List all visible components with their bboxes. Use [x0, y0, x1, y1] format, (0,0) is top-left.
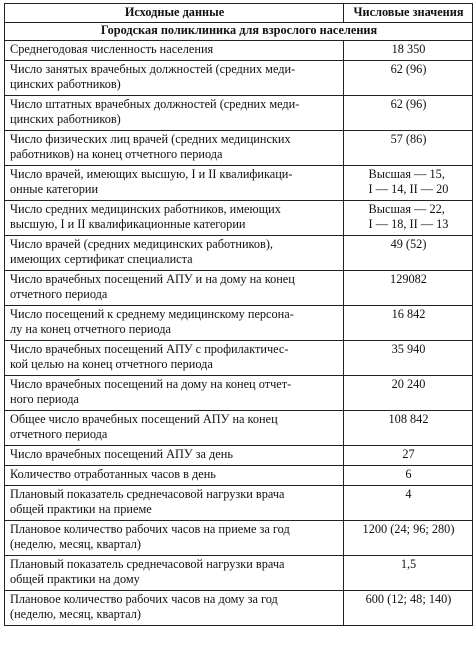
table-row	[5, 556, 473, 591]
row-value-stack	[349, 42, 468, 57]
row-label-line: работников) на конец отчетного периода	[10, 147, 223, 161]
row-label	[5, 41, 344, 61]
row-value-line: 62 (96)	[390, 97, 427, 111]
row-label	[5, 341, 344, 376]
row-value-line: 1200 (24; 96; 280)	[362, 522, 455, 536]
row-value-stack	[349, 592, 468, 607]
section-title: Городская поликлиника для взрослого населения	[5, 23, 473, 41]
header-numeric-values: Числовые значения	[344, 4, 473, 23]
row-label-line: Число врачебных посещений АПУ за день	[10, 447, 233, 461]
table-row	[5, 466, 473, 486]
table-row	[5, 41, 473, 61]
row-label-line: имеющих сертификат специалиста	[10, 252, 193, 266]
row-label	[5, 556, 344, 591]
row-label-line: Плановое количество рабочих часов на дому за год	[10, 592, 278, 606]
row-value-line: 1,5	[400, 557, 417, 571]
header-source-data: Исходные данные	[5, 4, 344, 23]
row-label-line: цинских работников)	[10, 77, 121, 91]
row-value-line: 57 (86)	[390, 132, 427, 146]
table-row	[5, 341, 473, 376]
row-value-line: 35 940	[391, 342, 426, 356]
row-label-line: отчетного периода	[10, 427, 108, 441]
row-value-line: 16 842	[391, 307, 426, 321]
row-label	[5, 96, 344, 131]
row-value	[344, 271, 473, 306]
row-value	[344, 591, 473, 626]
row-value-stack	[349, 522, 468, 537]
row-value-stack	[349, 132, 468, 147]
table-row	[5, 96, 473, 131]
row-label	[5, 486, 344, 521]
row-label-line: общей практики на дому	[10, 572, 140, 586]
row-value-stack	[349, 237, 468, 252]
row-value-line: 20 240	[391, 377, 426, 391]
row-label-line: высшую, I и II квалификационные категории	[10, 217, 246, 231]
row-label	[5, 236, 344, 271]
row-value-line: I — 14, II — 20	[368, 182, 449, 196]
row-value-line: 27	[402, 447, 415, 461]
row-value-line: 6	[405, 467, 412, 481]
row-label	[5, 201, 344, 236]
row-value	[344, 376, 473, 411]
row-value-stack	[349, 307, 468, 322]
row-label-line: Число врачей, имеющих высшую, I и II квалификаци-	[10, 167, 293, 181]
row-value	[344, 306, 473, 341]
table-row	[5, 411, 473, 446]
row-value-stack	[349, 412, 468, 427]
row-label-line: Плановое количество рабочих часов на приеме за год	[10, 522, 290, 536]
table-row	[5, 271, 473, 306]
row-label-line: Число физических лиц врачей (средних медицинских	[10, 132, 291, 146]
table-row	[5, 521, 473, 556]
row-value-line: 49 (52)	[390, 237, 427, 251]
row-value	[344, 556, 473, 591]
row-value	[344, 411, 473, 446]
row-value-stack	[349, 97, 468, 112]
table-row	[5, 591, 473, 626]
row-label	[5, 446, 344, 466]
row-label-line: цинских работников)	[10, 112, 121, 126]
row-value-stack	[349, 447, 468, 462]
row-value-stack	[349, 342, 468, 357]
row-value	[344, 521, 473, 556]
row-value-stack	[349, 467, 468, 482]
row-value	[344, 131, 473, 166]
row-label-line: онные категории	[10, 182, 99, 196]
row-value	[344, 446, 473, 466]
row-value-stack	[369, 167, 449, 197]
row-label-line: лу на конец отчетного периода	[10, 322, 172, 336]
row-label-line: Плановый показатель среднечасовой нагрузки врача	[10, 557, 285, 571]
table-row	[5, 306, 473, 341]
source-data-table	[4, 3, 473, 626]
table-row	[5, 376, 473, 411]
row-value	[344, 96, 473, 131]
row-label-line: Плановый показатель среднечасовой нагрузки врача	[10, 487, 285, 501]
row-label	[5, 411, 344, 446]
row-label-line: Число врачей (средних медицинских работников),	[10, 237, 273, 251]
table-row	[5, 486, 473, 521]
row-label	[5, 166, 344, 201]
row-label-line: Число средних медицинских работников, имеющих	[10, 202, 281, 216]
row-label-line: Число врачебных посещений АПУ с профилактичес-	[10, 342, 289, 356]
row-label-line: общей практики на приеме	[10, 502, 152, 516]
row-value-line: 4	[405, 487, 412, 501]
row-value-line: 129082	[390, 272, 427, 286]
row-label-line: кой целью на конец отчетного периода	[10, 357, 213, 371]
row-value-line: I — 18, II — 13	[368, 217, 449, 231]
row-value	[344, 341, 473, 376]
row-label	[5, 521, 344, 556]
row-value	[344, 61, 473, 96]
row-label-line: Общее число врачебных посещений АПУ на конец	[10, 412, 278, 426]
row-label-line: (неделю, месяц, квартал)	[10, 537, 141, 551]
row-value	[344, 201, 473, 236]
row-value	[344, 486, 473, 521]
table-header-row	[5, 4, 473, 23]
table-row	[5, 236, 473, 271]
row-label-line: (неделю, месяц, квартал)	[10, 607, 141, 621]
row-label-line: Число врачебных посещений на дому на конец отчет-	[10, 377, 292, 391]
row-label	[5, 306, 344, 341]
row-label-line: Среднегодовая численность населения	[10, 42, 214, 56]
table-row	[5, 166, 473, 201]
row-value-stack	[349, 62, 468, 77]
table-row	[5, 446, 473, 466]
row-value-line: 18 350	[391, 42, 426, 56]
row-label	[5, 271, 344, 306]
row-value-stack	[349, 557, 468, 572]
table-row	[5, 61, 473, 96]
row-value	[344, 41, 473, 61]
row-label-line: Число посещений к среднему медицинскому персона-	[10, 307, 294, 321]
row-label-line: Число занятых врачебных должностей (средних меди-	[10, 62, 296, 76]
row-label-line: Количество отработанных часов в день	[10, 467, 216, 481]
row-value-line: Высшая — 22,	[368, 202, 445, 216]
row-value	[344, 236, 473, 271]
row-label-line: отчетного периода	[10, 287, 108, 301]
row-label	[5, 131, 344, 166]
row-value-line: 108 842	[388, 412, 429, 426]
row-label-line: ного периода	[10, 392, 79, 406]
row-value-stack	[349, 377, 468, 392]
row-value-stack	[349, 487, 468, 502]
row-value-stack	[369, 202, 449, 232]
row-label	[5, 591, 344, 626]
row-label	[5, 61, 344, 96]
section-row	[5, 23, 473, 41]
table-row	[5, 201, 473, 236]
row-label	[5, 376, 344, 411]
row-value	[344, 466, 473, 486]
row-label	[5, 466, 344, 486]
row-label-line: Число врачебных посещений АПУ и на дому на конец	[10, 272, 295, 286]
row-label-line: Число штатных врачебных должностей (средних меди-	[10, 97, 300, 111]
table-row	[5, 131, 473, 166]
row-value-line: 600 (12; 48; 140)	[365, 592, 452, 606]
row-value-stack	[349, 272, 468, 287]
row-value-line: 62 (96)	[390, 62, 427, 76]
row-value-line: Высшая — 15,	[368, 167, 445, 181]
row-value	[344, 166, 473, 201]
